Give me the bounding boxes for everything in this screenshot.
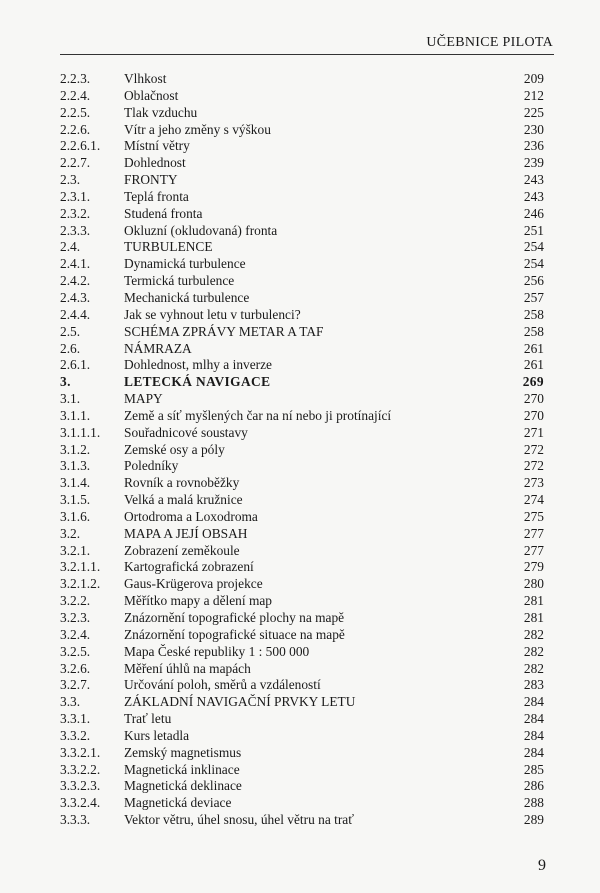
toc-section-number: 2.3.2. [60,205,91,221]
toc-entry [0,341,600,358]
toc-page-number: 273 [523,475,544,491]
toc-section-number: 2.2.6. [60,121,91,137]
toc-section-title: Oblačnost [124,87,179,103]
toc-entry [0,71,600,88]
toc-entry [0,694,600,711]
toc-page-number: 270 [523,407,544,423]
toc-section-number: 3.2.6. [60,660,91,676]
table-of-contents [0,71,600,829]
toc-page-number: 281 [523,610,544,625]
toc-page-number: 289 [523,812,544,828]
toc-section-number: 3.3.2.1. [60,744,101,760]
toc-page-number: 280 [523,576,544,592]
toc-section-number: 2.2.5. [60,104,91,120]
toc-entry [0,290,600,307]
toc-entry [0,812,600,829]
toc-page-number: 282 [523,643,544,659]
toc-page-number: 279 [523,559,544,575]
toc-page-number: 281 [523,593,544,609]
toc-section-number: 3.3.3. [60,812,91,828]
toc-section-number: 3.1.4. [60,475,91,491]
toc-page-number: 270 [523,391,544,407]
toc-page-number: 284 [523,711,544,727]
toc-entry [0,745,600,762]
toc-page-number: 209 [523,71,544,86]
toc-page-number: 254 [523,256,544,272]
toc-entry [0,357,600,374]
toc-entry [0,223,600,240]
toc-entry [0,543,600,560]
toc-section-number: 3.1.6. [60,508,91,524]
toc-section-number: 2.6.1. [60,357,91,373]
toc-entry [0,425,600,442]
toc-section-title: Mechanická turbulence [124,289,250,305]
toc-entry [0,509,600,526]
toc-section-title: Poledníky [124,458,179,474]
toc-entry [0,661,600,678]
toc-section-number: 3.1.3. [60,458,91,474]
toc-section-number: 3.1.5. [60,492,91,508]
toc-section-title: Gaus-Krügerova projekce [124,576,263,592]
toc-page-number: 261 [523,357,544,373]
toc-section-title: Jak se vyhnout letu v turbulenci? [124,306,301,322]
toc-section-title: SCHÉMA ZPRÁVY METAR A TAF [124,323,324,339]
toc-section-title: Určování poloh, směrů a vzdáleností [124,677,321,693]
toc-entry [0,122,600,139]
toc-section-title: Měřítko mapy a dělení map [124,593,272,609]
toc-section-number: 3.1.1.1. [60,424,101,440]
toc-entry [0,408,600,425]
toc-page-number: 246 [523,205,544,221]
toc-page-number: 282 [523,626,544,642]
toc-section-title: MAPY [124,391,163,407]
toc-entry [0,374,600,391]
toc-section-number: 2.4.4. [60,306,91,322]
toc-entry [0,795,600,812]
toc-section-number: 2.2.6.1. [60,138,101,154]
toc-section-title: MAPA A JEJÍ OBSAH [124,525,248,541]
toc-entry [0,307,600,324]
toc-entry [0,239,600,256]
toc-entry [0,138,600,155]
header-rule [60,54,554,55]
toc-entry [0,206,600,223]
toc-section-number: 2.3.1. [60,188,91,204]
toc-section-number: 2.4.2. [60,273,91,289]
toc-entry [0,458,600,475]
toc-section-title: Vlhkost [124,71,167,86]
toc-section-title: Velká a malá kružnice [124,492,243,508]
toc-page-number: 258 [523,306,544,322]
toc-page-number: 283 [523,677,544,693]
toc-page-number: 230 [523,121,544,137]
toc-entry [0,677,600,694]
toc-section-title: ZÁKLADNÍ NAVIGAČNÍ PRVKY LETU [124,694,356,710]
toc-section-title: NÁMRAZA [124,340,192,356]
page-number: 9 [538,857,546,874]
toc-page-number: 239 [523,155,544,171]
toc-section-title: Vítr a jeho změny s výškou [124,121,271,137]
toc-page-number: 261 [523,340,544,356]
toc-section-number: 3.2.3. [60,610,91,625]
toc-page-number: 275 [523,508,544,524]
toc-entry [0,391,600,408]
toc-section-number: 2.3.3. [60,222,91,238]
toc-entry [0,88,600,105]
toc-entry [0,526,600,543]
toc-section-number: 3.1. [60,391,81,407]
toc-page-number: 285 [523,761,544,777]
toc-section-title: Kartografická zobrazení [124,559,254,575]
toc-entry [0,711,600,728]
toc-section-title: Tlak vzduchu [124,104,198,120]
toc-section-title: Kurs letadla [124,727,190,743]
running-header: UČEBNICE PILOTA [426,35,553,50]
toc-page-number: 243 [523,172,544,188]
toc-page-number: 284 [523,694,544,710]
toc-section-number: 3.3.2. [60,727,91,743]
toc-page-number: 256 [523,273,544,289]
toc-page-number: 257 [523,289,544,305]
toc-section-number: 2.4.1. [60,256,91,272]
toc-section-number: 3.2.1. [60,542,91,558]
toc-section-title: Zobrazení zeměkoule [124,542,240,558]
toc-section-title: Mapa České republiky 1 : 500 000 [124,643,310,659]
toc-section-number: 3.1.1. [60,407,91,423]
toc-section-title: Dynamická turbulence [124,256,246,272]
toc-page-number: 284 [523,744,544,760]
toc-section-number: 2.2.4. [60,87,91,103]
toc-page-number: 251 [523,222,544,238]
toc-page-number: 272 [523,458,544,474]
toc-page-number: 212 [523,87,544,103]
toc-section-title: Teplá fronta [124,188,189,204]
toc-section-title: Zemský magnetismus [124,744,242,760]
toc-section-number: 3.2.1.1. [60,559,101,575]
toc-page-number: 271 [523,424,544,440]
toc-section-title: Trať letu [124,711,172,727]
toc-entry [0,778,600,795]
toc-section-title: TURBULENCE [124,239,213,255]
toc-section-title: Rovník a rovnoběžky [124,475,240,491]
toc-section-number: 3.3.2.2. [60,761,101,777]
toc-section-number: 2.6. [60,340,81,356]
toc-entry [0,559,600,576]
toc-section-number: 3.2.7. [60,677,91,693]
toc-entry [0,256,600,273]
toc-page-number: 286 [523,778,544,794]
toc-section-title: Vektor větru, úhel snosu, úhel větru na trať [124,812,354,828]
toc-entry [0,610,600,627]
toc-section-title: Magnetická deklinace [124,778,242,794]
toc-section-title: Ortodroma a Loxodroma [124,508,258,524]
toc-page-number: 258 [523,323,544,339]
toc-page-number: 284 [523,727,544,743]
toc-page-number: 288 [523,795,544,811]
toc-entry [0,105,600,122]
toc-section-title: LETECKÁ NAVIGACE [124,374,271,390]
toc-entry [0,492,600,509]
toc-section-number: 3.3.2.4. [60,795,101,811]
toc-section-title: Dohlednost, mlhy a inverze [124,357,273,373]
toc-section-title: Studená fronta [124,205,203,221]
toc-entry [0,155,600,172]
toc-section-number: 3.1.2. [60,441,91,457]
toc-section-title: Zemské osy a póly [124,441,225,457]
toc-section-title: Termická turbulence [124,273,235,289]
toc-section-number: 2.3. [60,172,81,188]
toc-page-number: 269 [522,374,544,390]
toc-section-title: FRONTY [124,172,178,188]
toc-page-number: 236 [523,138,544,154]
toc-entry [0,576,600,593]
toc-page-number: 277 [523,542,544,558]
toc-section-number: 2.4.3. [60,289,91,305]
toc-entry [0,189,600,206]
toc-section-title: Měření úhlů na mapách [124,660,251,676]
toc-section-number: 2.2.7. [60,155,91,171]
toc-entry [0,475,600,492]
toc-entry [0,627,600,644]
toc-section-number: 2.2.3. [60,71,91,86]
toc-section-title: Okluzní (okludovaná) fronta [124,222,278,238]
toc-section-number: 3.3.1. [60,711,91,727]
toc-page-number: 274 [523,492,544,508]
toc-section-number: 3.3. [60,694,81,710]
toc-section-number: 3.3.2.3. [60,778,101,794]
toc-page-number: 277 [523,525,544,541]
toc-section-number: 3.2.5. [60,643,91,659]
toc-entry [0,644,600,661]
toc-section-title: Znázornění topografické plochy na mapě [124,610,345,625]
toc-page-number: 225 [523,104,544,120]
toc-entry [0,762,600,779]
toc-section-number: 3.2.4. [60,626,91,642]
toc-page-number: 282 [523,660,544,676]
toc-section-number: 2.5. [60,323,81,339]
toc-entry [0,172,600,189]
toc-section-title: Země a síť myšlených čar na ní nebo ji protínající [124,407,392,423]
toc-section-title: Znázornění topografické situace na mapě [124,626,345,642]
toc-section-number: 3.2. [60,525,81,541]
toc-entry [0,324,600,341]
toc-section-title: Dohlednost [124,155,186,171]
toc-page-number: 272 [523,441,544,457]
toc-entry [0,728,600,745]
toc-section-title: Souřadnicové soustavy [124,424,248,440]
toc-entry [0,593,600,610]
toc-section-title: Místní větry [124,138,190,154]
toc-page-number: 254 [523,239,544,255]
toc-section-title: Magnetická inklinace [124,761,240,777]
toc-section-number: 3.2.2. [60,593,91,609]
toc-section-number: 3.2.1.2. [60,576,101,592]
toc-page-number: 243 [523,188,544,204]
toc-section-number: 2.4. [60,239,81,255]
toc-entry [0,273,600,290]
toc-entry [0,442,600,459]
toc-section-number: 3. [60,374,71,390]
toc-section-title: Magnetická deviace [124,795,232,811]
